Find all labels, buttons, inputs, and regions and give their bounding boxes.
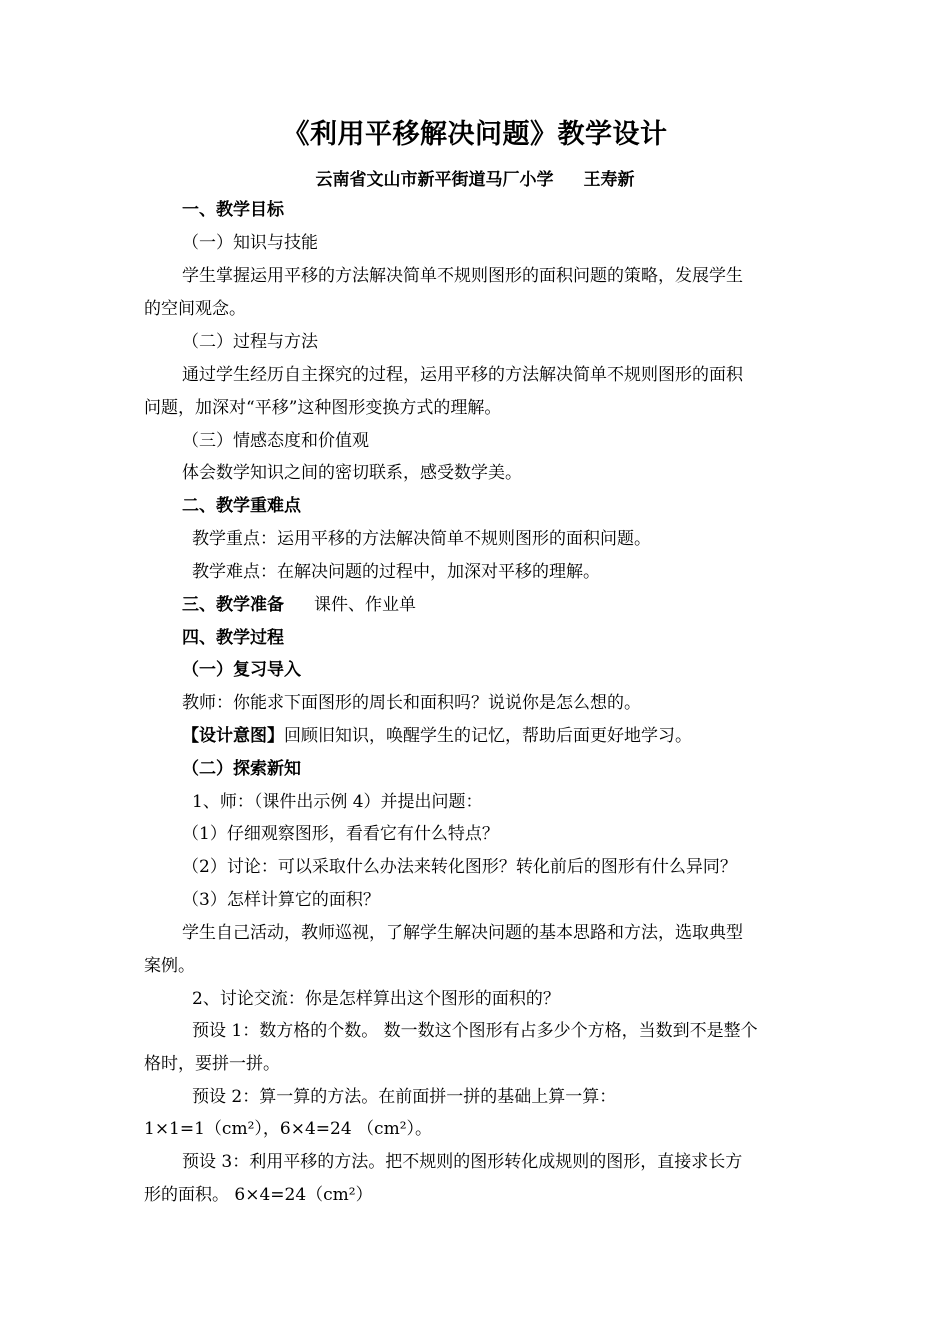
key-point: 教学重点：运用平移的方法解决简单不规则图形的面积问题。 [192,529,651,549]
preset-2-formula: 1×1=1（cm²），6×4=24 （cm²）。 [144,1119,433,1139]
question-intro: 1、师：（课件出示例 4）并提出问题： [192,792,483,812]
section-4-sub-1: （一）复习导入 [182,660,301,680]
difficult-point: 教学难点：在解决问题的过程中，加深对平移的理解。 [192,562,600,582]
paragraph-line: 学生自己活动，教师巡视，了解学生解决问题的基本思路和方法，选取典型 [182,923,743,943]
paragraph-line: 学生掌握运用平移的方法解决简单不规则图形的面积问题的策略，发展学生 [182,266,743,286]
paragraph-line: 体会数学知识之间的密切联系，感受数学美。 [182,463,522,483]
preset-1-line: 预设 1：数方格的个数。 数一数这个图形有占多少个方格，当数到不是整个 [192,1021,758,1041]
document-title: 《利用平移解决问题》教学设计 [282,119,668,150]
author-line [0,165,950,190]
paragraph-line: 教师：你能求下面图形的周长和面积吗？说说你是怎么想的。 [182,693,641,713]
paragraph-line: 问题，加深对“平移”这种图形变换方式的理解。 [144,398,502,418]
design-intent-label: 【设计意图】 [182,726,284,746]
question-3: （3）怎样计算它的面积？ [182,890,380,910]
section-1-sub-1: （一）知识与技能 [182,233,318,253]
section-3-text: 课件、作业单 [314,595,416,615]
section-2-heading: 二、教学重难点 [182,496,301,516]
preset-3-line: 预设 3：利用平移的方法。把不规则的图形转化成规则的图形，直接求长方 [182,1152,743,1172]
section-4-sub-2: （二）探索新知 [182,759,301,779]
preset-3-line: 形的面积。 6×4=24（cm²） [144,1185,373,1205]
preset-1-line: 格时，要拼一拼。 [144,1054,280,1074]
section-3-line [182,593,416,617]
section-1-heading: 一、教学目标 [182,200,284,220]
paragraph-line: 案例。 [144,956,195,976]
paragraph-line: 的空间观念。 [144,299,246,319]
design-intent-line [182,724,692,748]
section-1-sub-2: （二）过程与方法 [182,332,318,352]
author-name: 王寿新 [583,170,635,190]
preset-2-line: 预设 2：算一算的方法。在前面拼一拼的基础上算一算： [192,1087,617,1107]
author-organization: 云南省文山市新平街道马厂小学 [315,170,554,190]
question-1: （1）仔细观察图形，看看它有什么特点？ [182,824,499,844]
design-intent-text: 回顾旧知识，唤醒学生的记忆，帮助后面更好地学习。 [284,726,692,746]
section-1-sub-3: （三）情感态度和价值观 [182,431,369,451]
section-3-heading: 三、教学准备 [182,595,284,615]
question-2: （2）讨论：可以采取什么办法来转化图形？转化前后的图形有什么异同？ [182,857,737,877]
paragraph-line: 通过学生经历自主探究的过程，运用平移的方法解决简单不规则图形的面积 [182,365,743,385]
section-4-heading: 四、教学过程 [182,628,284,648]
paragraph-line: 2、讨论交流：你是怎样算出这个图形的面积的？ [192,989,560,1009]
